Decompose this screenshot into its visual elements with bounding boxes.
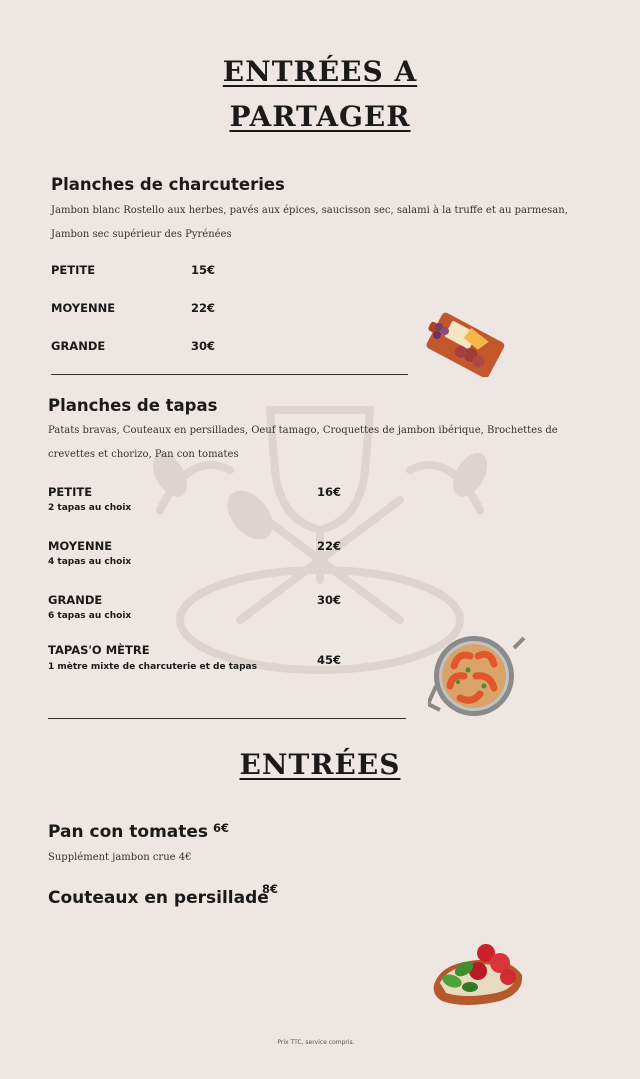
tapas-size-price: 30€ [317,593,342,607]
shrimp-pan-illustration [428,630,526,722]
divider [48,718,406,719]
tapas-size-price: 45€ [317,653,342,667]
charcuteries-size-price: 22€ [191,301,216,315]
tapas-size-price: 16€ [317,485,342,499]
tapas-desc-line2: crevettes et chorizo, Pan con tomates [48,449,239,460]
entree-name: Pan con tomates [48,822,209,842]
tapas-size-label: TAPAS'O MÈTRE [48,643,150,657]
bruschetta-illustration [430,935,526,1011]
section-title-line2: PARTAGER [229,100,411,133]
entree-price: 8€ [262,882,279,896]
charcuteries-desc-line2: Jambon sec supérieur des Pyrénées [51,229,232,240]
tapas-size-sub: 4 tapas au choix [48,557,132,567]
entree-price: 6€ [213,821,230,835]
tapas-size-sub: 2 tapas au choix [48,503,132,513]
charcuteries-size-label: MOYENNE [51,301,116,315]
tapas-size-label: MOYENNE [48,539,113,553]
charcuteries-size-price: 15€ [191,263,216,277]
charcuteries-desc-line1: Jambon blanc Rostello aux herbes, pavés aux épices, saucisson sec, salami à la truffe et au parmesan, [51,205,568,216]
tapas-size-price: 22€ [317,539,342,553]
section-title-line1: ENTRÉES A [222,55,418,88]
tapas-size-label: GRANDE [48,593,103,607]
charcuteries-size-label: GRANDE [51,339,106,353]
tapas-heading: Planches de tapas [48,396,218,415]
entree-note: Supplément jambon crue 4€ [48,852,192,863]
charcuteries-size-price: 30€ [191,339,216,353]
tapas-size-sub: 6 tapas au choix [48,611,132,621]
tapas-size-sub: 1 mètre mixte de charcuterie et de tapas [48,662,257,672]
tapas-size-label: PETITE [48,485,93,499]
footer-note: Prix TTC, service compris. [277,1039,355,1046]
charcuteries-heading: Planches de charcuteries [51,175,285,194]
section-title-entrees: ENTRÉES [239,748,401,781]
charcuteries-size-label: PETITE [51,263,96,277]
charcuterie-board-illustration [425,305,515,377]
entree-name: Couteaux en persillade [48,888,269,908]
tapas-desc-line1: Patats bravas, Couteaux en persillades, Oeuf tamago, Croquettes de jambon ibérique, Brochettes de [48,425,558,436]
divider [51,374,408,375]
